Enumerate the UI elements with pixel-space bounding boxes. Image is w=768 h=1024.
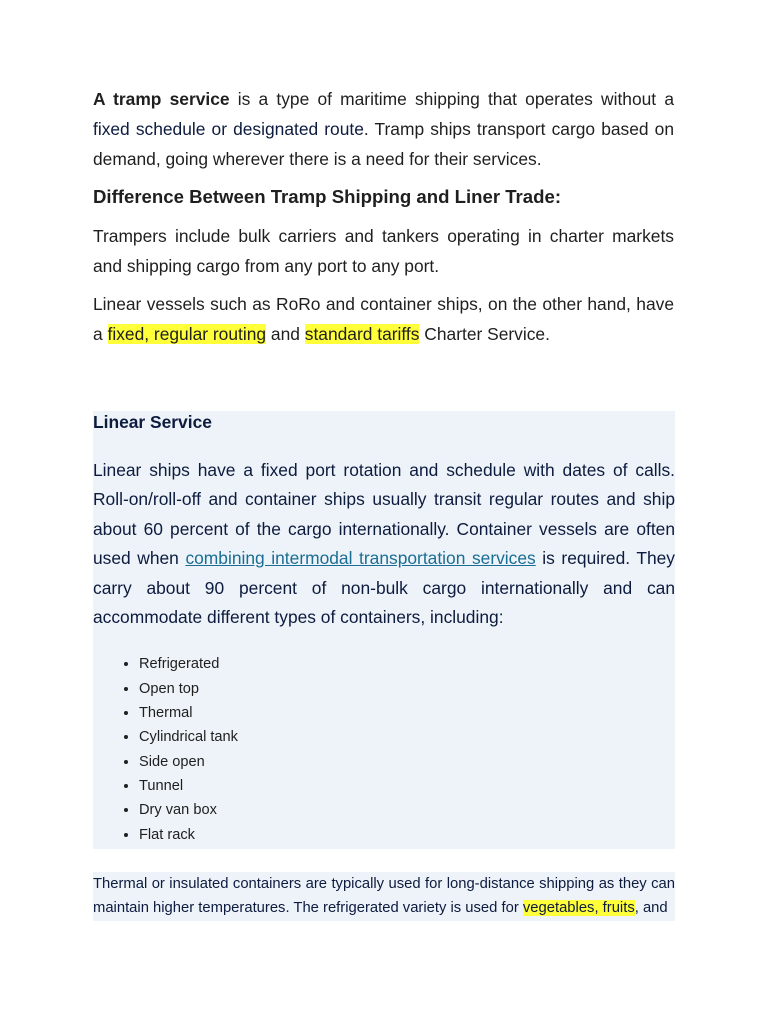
intro-paragraph bbox=[93, 84, 674, 174]
container-type-item: • Refrigerated bbox=[139, 652, 675, 676]
container-type-item: • Dry van box bbox=[139, 798, 675, 822]
container-type-item: • Cylindrical tank bbox=[139, 725, 675, 749]
container-type-item: • Flat rack bbox=[139, 823, 675, 847]
difference-heading: Difference Between Tramp Shipping and Liner Trade: bbox=[93, 186, 562, 207]
linear-vessels-paragraph bbox=[93, 289, 674, 349]
linear-service-body bbox=[93, 456, 675, 632]
closing-text-a: Thermal or insulated containers are typically used for long-distance shipping as they can maintain higher temperatures. The refrigerated variety is used for bbox=[93, 875, 675, 917]
document-page bbox=[93, 84, 674, 357]
intro-term-2: fixed schedule or designated route bbox=[93, 119, 364, 139]
linear-body-a: Linear ships have a fixed port rotation and schedule with dates of calls. Roll-on/roll-off and container ships usually transit regular routes and ship about 60 percent of the cargo internationally. Container vessels are often used when bbox=[93, 460, 675, 569]
highlight-standard-tariffs: standard tariffs bbox=[304, 324, 420, 344]
linear-body-b: is required. They carry about 90 percent of non-bulk cargo internationally and can accommodate different types of containers, including: bbox=[93, 548, 675, 628]
intro-term: A tramp service bbox=[93, 89, 230, 109]
tramper-paragraph: Trampers include bulk carriers and tankers operating in charter markets and shipping cargo from any port to any port. bbox=[93, 226, 674, 276]
container-types-list bbox=[116, 652, 675, 846]
intro-text-b: . Tramp ships transport cargo based on demand, going wherever there is a need for their services. bbox=[93, 119, 675, 169]
p2-text-b: and bbox=[266, 324, 305, 344]
highlight-vegetables-fruits: vegetables, fruits bbox=[522, 900, 635, 917]
linear-service-section bbox=[93, 411, 675, 849]
container-type-item: • Thermal bbox=[139, 701, 675, 725]
intermodal-link[interactable]: combining intermodal transportation services bbox=[185, 548, 536, 569]
p2-text-a: Linear vessels such as RoRo and container ships, on the other hand, have a bbox=[93, 294, 674, 344]
container-type-item: • Side open bbox=[139, 750, 675, 774]
container-type-item: • Tunnel bbox=[139, 774, 675, 798]
intro-text-a: is a type of maritime shipping that operates without a bbox=[229, 89, 674, 109]
closing-text-b: , and bbox=[634, 900, 668, 917]
p2-text-c: Charter Service. bbox=[419, 324, 550, 344]
container-types-wrap bbox=[116, 632, 675, 846]
highlight-fixed-routing: fixed, regular routing bbox=[107, 324, 267, 344]
linear-service-title: Linear Service bbox=[93, 412, 212, 432]
closing-paragraph bbox=[93, 872, 675, 921]
container-type-item: • Open top bbox=[139, 677, 675, 701]
